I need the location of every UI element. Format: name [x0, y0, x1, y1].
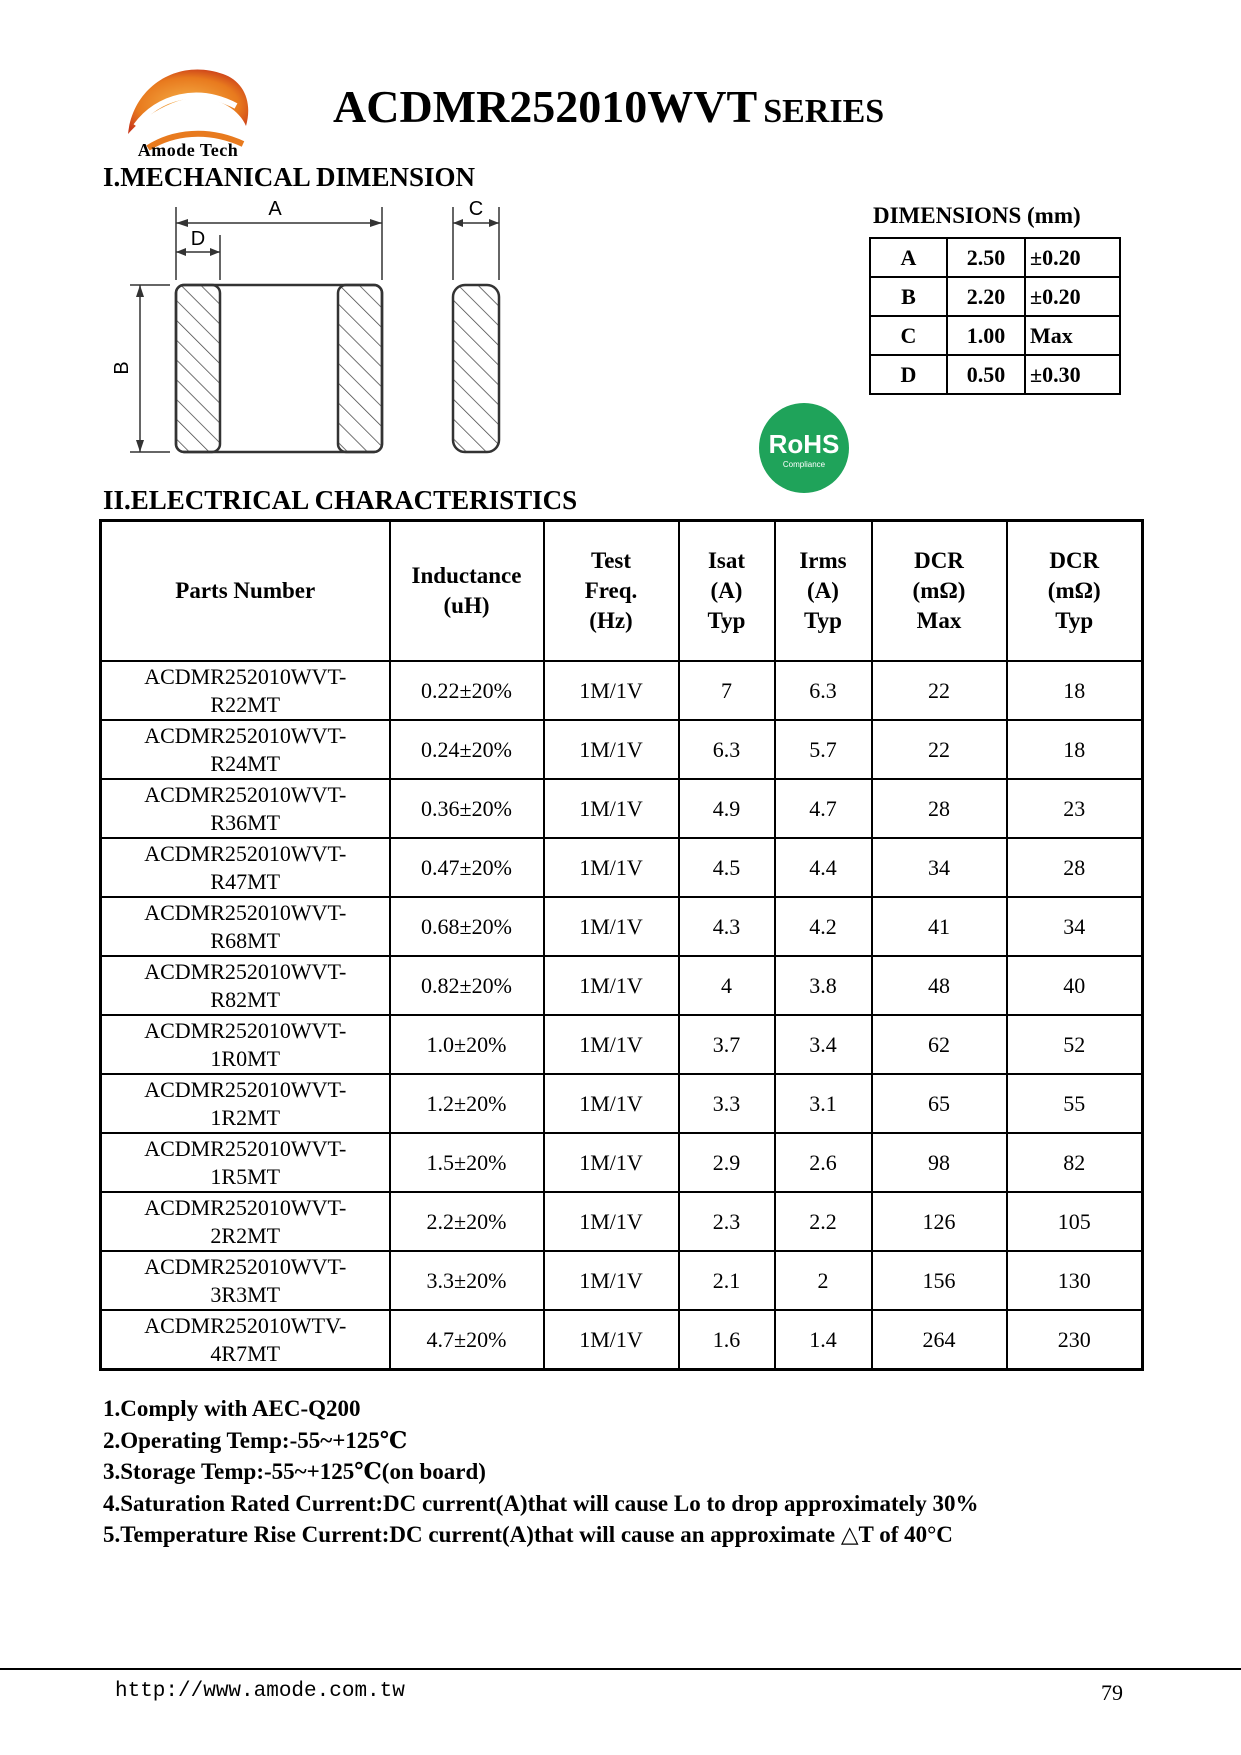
table-row: [101, 1310, 1143, 1370]
table-row: [101, 720, 1143, 779]
logo-text: Amode Tech: [137, 140, 239, 160]
table-row: [101, 779, 1143, 838]
rohs-badge: [757, 401, 851, 495]
part-number-line2: 2R2MT: [210, 1222, 281, 1248]
cell-irms: 2.6: [775, 1133, 872, 1192]
cell-isat: 2.1: [679, 1251, 775, 1310]
electrical-characteristics-table: [99, 519, 1144, 1371]
header-line: Test: [590, 548, 632, 573]
cell-dcr-max: 156: [872, 1251, 1007, 1310]
dimension-value: 0.50: [947, 355, 1025, 394]
cell-part-number: [101, 1192, 390, 1251]
title-main: ACDMR252010WVT: [333, 81, 758, 132]
part-number-line1: ACDMR252010WVT-: [144, 722, 347, 748]
table-row: [101, 1192, 1143, 1251]
cell-inductance: 3.3±20%: [390, 1251, 544, 1310]
header-irms: [775, 521, 872, 662]
cell-inductance: 0.24±20%: [390, 720, 544, 779]
header-line: (A): [710, 578, 743, 603]
cell-inductance: 1.2±20%: [390, 1074, 544, 1133]
cell-part-number: [101, 1015, 390, 1074]
cell-inductance: 0.82±20%: [390, 956, 544, 1015]
cell-part-number: [101, 1251, 390, 1310]
cell-irms: 5.7: [775, 720, 872, 779]
header-line: (A): [807, 578, 839, 603]
cell-test-freq: 1M/1V: [544, 1192, 679, 1251]
dimension-tolerance: ±0.30: [1025, 355, 1120, 394]
cell-part-number: [101, 1133, 390, 1192]
header-dcr-typ: [1007, 521, 1143, 662]
table-row: [101, 838, 1143, 897]
mechanical-drawing: [110, 195, 530, 465]
part-number-line1: ACDMR252010WVT-: [144, 840, 347, 866]
cell-dcr-typ: 82: [1007, 1133, 1143, 1192]
cell-inductance: 0.68±20%: [390, 897, 544, 956]
header-line: Inductance: [411, 563, 522, 588]
header-inductance: [390, 521, 544, 662]
cell-test-freq: 1M/1V: [544, 661, 679, 720]
table-row: [101, 661, 1143, 720]
cell-isat: 1.6: [679, 1310, 775, 1370]
cell-irms: 3.4: [775, 1015, 872, 1074]
header-line: Irms: [799, 548, 847, 573]
note-item: 1.Comply with AEC-Q200: [103, 1396, 361, 1421]
header-dcr-max: [872, 521, 1007, 662]
header-line: Parts Number: [175, 578, 316, 603]
part-number-line2: R22MT: [210, 691, 281, 717]
part-number-line2: 1R0MT: [210, 1045, 281, 1071]
dim-label-c: C: [468, 198, 484, 220]
table-header-row: [101, 521, 1143, 662]
page-number: 79: [1101, 1680, 1123, 1705]
cell-inductance: 2.2±20%: [390, 1192, 544, 1251]
cell-dcr-typ: 18: [1007, 661, 1143, 720]
dimension-row: [870, 277, 1120, 316]
dimension-tolerance: ±0.20: [1025, 277, 1120, 316]
cell-part-number: [101, 838, 390, 897]
note-item: 3.Storage Temp:-55~+125℃(on board): [103, 1459, 486, 1484]
cell-dcr-max: 34: [872, 838, 1007, 897]
part-number-line2: 1R2MT: [210, 1104, 281, 1130]
cell-test-freq: 1M/1V: [544, 1074, 679, 1133]
table-row: [101, 1133, 1143, 1192]
cell-dcr-typ: 34: [1007, 897, 1143, 956]
cell-dcr-max: 22: [872, 661, 1007, 720]
cell-test-freq: 1M/1V: [544, 1310, 679, 1370]
part-number-line1: ACDMR252010WVT-: [144, 1253, 347, 1279]
header-line: Typ: [1055, 608, 1094, 633]
header-line: (mΩ): [1047, 578, 1101, 603]
part-number-line1: ACDMR252010WVT-: [144, 663, 347, 689]
header-line: DCR: [914, 548, 964, 573]
header-line: (mΩ): [912, 578, 966, 603]
part-number-line2: 4R7MT: [210, 1340, 281, 1366]
cell-dcr-typ: 130: [1007, 1251, 1143, 1310]
cell-test-freq: 1M/1V: [544, 1133, 679, 1192]
cell-inductance: 0.22±20%: [390, 661, 544, 720]
cell-irms: 4.4: [775, 838, 872, 897]
table-row: [101, 956, 1143, 1015]
cell-test-freq: 1M/1V: [544, 956, 679, 1015]
cell-inductance: 4.7±20%: [390, 1310, 544, 1370]
note-item: 4.Saturation Rated Current:DC current(A)that will cause Lo to drop approximately 30%: [103, 1490, 979, 1516]
cell-isat: 7: [679, 661, 775, 720]
cell-part-number: [101, 897, 390, 956]
header-line: Freq.: [584, 578, 638, 603]
cell-irms: 4.2: [775, 897, 872, 956]
cell-test-freq: 1M/1V: [544, 779, 679, 838]
dimension-key: D: [870, 355, 947, 394]
cell-isat: 6.3: [679, 720, 775, 779]
dimension-value: 1.00: [947, 316, 1025, 355]
part-number-line1: ACDMR252010WVT-: [144, 1076, 347, 1102]
section-title-mechanical: I.MECHANICAL DIMENSION: [103, 162, 476, 192]
header-line: Typ: [804, 608, 842, 633]
cell-part-number: [101, 1074, 390, 1133]
cell-irms: 2: [775, 1251, 872, 1310]
dim-label-d: D: [190, 228, 206, 250]
dimension-key: A: [870, 238, 947, 277]
cell-dcr-max: 62: [872, 1015, 1007, 1074]
cell-dcr-max: 48: [872, 956, 1007, 1015]
part-number-line2: R68MT: [210, 927, 281, 953]
cell-dcr-typ: 40: [1007, 956, 1143, 1015]
part-number-line1: ACDMR252010WVT-: [144, 1194, 347, 1220]
cell-isat: 4.5: [679, 838, 775, 897]
part-number-line1: ACDMR252010WVT-: [144, 1135, 347, 1161]
cell-dcr-max: 28: [872, 779, 1007, 838]
cell-isat: 2.3: [679, 1192, 775, 1251]
dim-label-b: B: [111, 361, 133, 375]
part-number-line1: ACDMR252010WVT-: [144, 781, 347, 807]
dimension-tolerance: Max: [1025, 316, 1120, 355]
dim-label-a: A: [268, 198, 282, 220]
footer-url: http://www.amode.com.tw: [115, 1680, 405, 1703]
part-number-line2: R24MT: [210, 750, 281, 776]
note-item: 5.Temperature Rise Current:DC current(A)that will cause an approximate △T of 40°C: [103, 1522, 953, 1547]
cell-irms: 2.2: [775, 1192, 872, 1251]
part-number-line2: 1R5MT: [210, 1163, 281, 1189]
page-title: [333, 80, 884, 133]
cell-dcr-max: 126: [872, 1192, 1007, 1251]
header-line: Typ: [707, 608, 746, 633]
header-test-freq: [544, 521, 679, 662]
part-number-line2: 3R3MT: [210, 1281, 281, 1307]
cell-test-freq: 1M/1V: [544, 720, 679, 779]
header-line: DCR: [1049, 548, 1100, 573]
dimension-row: [870, 238, 1120, 277]
section-title-electrical: II.ELECTRICAL CHARACTERISTICS: [103, 485, 578, 515]
table-row: [101, 1251, 1143, 1310]
cell-inductance: 1.5±20%: [390, 1133, 544, 1192]
dimension-value: 2.50: [947, 238, 1025, 277]
cell-isat: 4: [679, 956, 775, 1015]
cell-irms: 1.4: [775, 1310, 872, 1370]
cell-part-number: [101, 720, 390, 779]
cell-isat: 4.3: [679, 897, 775, 956]
cell-part-number: [101, 956, 390, 1015]
part-number-line1: ACDMR252010WVT-: [144, 1017, 347, 1043]
dimension-key: B: [870, 277, 947, 316]
cell-dcr-max: 41: [872, 897, 1007, 956]
cell-isat: 3.7: [679, 1015, 775, 1074]
rohs-text: RoHS: [768, 429, 840, 459]
cell-dcr-typ: 230: [1007, 1310, 1143, 1370]
cell-dcr-max: 65: [872, 1074, 1007, 1133]
cell-part-number: [101, 779, 390, 838]
cell-inductance: 1.0±20%: [390, 1015, 544, 1074]
cell-irms: 6.3: [775, 661, 872, 720]
dimensions-caption: DIMENSIONS (mm): [873, 203, 1081, 228]
cell-dcr-max: 264: [872, 1310, 1007, 1370]
notes-list: [103, 1393, 978, 1551]
cell-dcr-typ: 23: [1007, 779, 1143, 838]
dimension-row: [870, 355, 1120, 394]
footer-divider: [0, 1668, 1241, 1670]
cell-inductance: 0.36±20%: [390, 779, 544, 838]
rohs-subtext: Compliance: [782, 460, 826, 469]
table-row: [101, 1015, 1143, 1074]
part-number-line2: R47MT: [210, 868, 281, 894]
cell-test-freq: 1M/1V: [544, 838, 679, 897]
note-item: 2.Operating Temp:-55~+125℃: [103, 1427, 408, 1453]
dimension-tolerance: ±0.20: [1025, 238, 1120, 277]
cell-dcr-typ: 55: [1007, 1074, 1143, 1133]
header-line: Isat: [707, 548, 746, 573]
header-isat: [679, 521, 775, 662]
header-line: Max: [916, 608, 962, 633]
cell-irms: 4.7: [775, 779, 872, 838]
header-line: (uH): [443, 593, 490, 618]
table-row: [101, 1074, 1143, 1133]
cell-isat: 3.3: [679, 1074, 775, 1133]
part-number-line1: ACDMR252010WVT-: [144, 899, 347, 925]
cell-irms: 3.8: [775, 956, 872, 1015]
part-number-line2: R82MT: [210, 986, 281, 1012]
header-line: (Hz): [589, 608, 633, 633]
cell-part-number: [101, 661, 390, 720]
dimensions-table: [869, 237, 1121, 395]
dimension-row: [870, 316, 1120, 355]
cell-dcr-typ: 28: [1007, 838, 1143, 897]
cell-dcr-typ: 105: [1007, 1192, 1143, 1251]
cell-dcr-max: 98: [872, 1133, 1007, 1192]
part-number-line1: ACDMR252010WVT-: [144, 958, 347, 984]
cell-isat: 2.9: [679, 1133, 775, 1192]
cell-part-number: [101, 1310, 390, 1370]
table-row: [101, 897, 1143, 956]
cell-inductance: 0.47±20%: [390, 838, 544, 897]
part-number-line2: R36MT: [210, 809, 281, 835]
cell-dcr-typ: 18: [1007, 720, 1143, 779]
cell-irms: 3.1: [775, 1074, 872, 1133]
dimension-key: C: [870, 316, 947, 355]
cell-test-freq: 1M/1V: [544, 897, 679, 956]
title-suffix: SERIES: [763, 93, 885, 130]
cell-isat: 4.9: [679, 779, 775, 838]
part-number-line1: ACDMR252010WTV-: [144, 1312, 347, 1338]
cell-test-freq: 1M/1V: [544, 1251, 679, 1310]
header-parts-number: [101, 521, 390, 662]
cell-dcr-max: 22: [872, 720, 1007, 779]
dimension-value: 2.20: [947, 277, 1025, 316]
cell-test-freq: 1M/1V: [544, 1015, 679, 1074]
cell-dcr-typ: 52: [1007, 1015, 1143, 1074]
